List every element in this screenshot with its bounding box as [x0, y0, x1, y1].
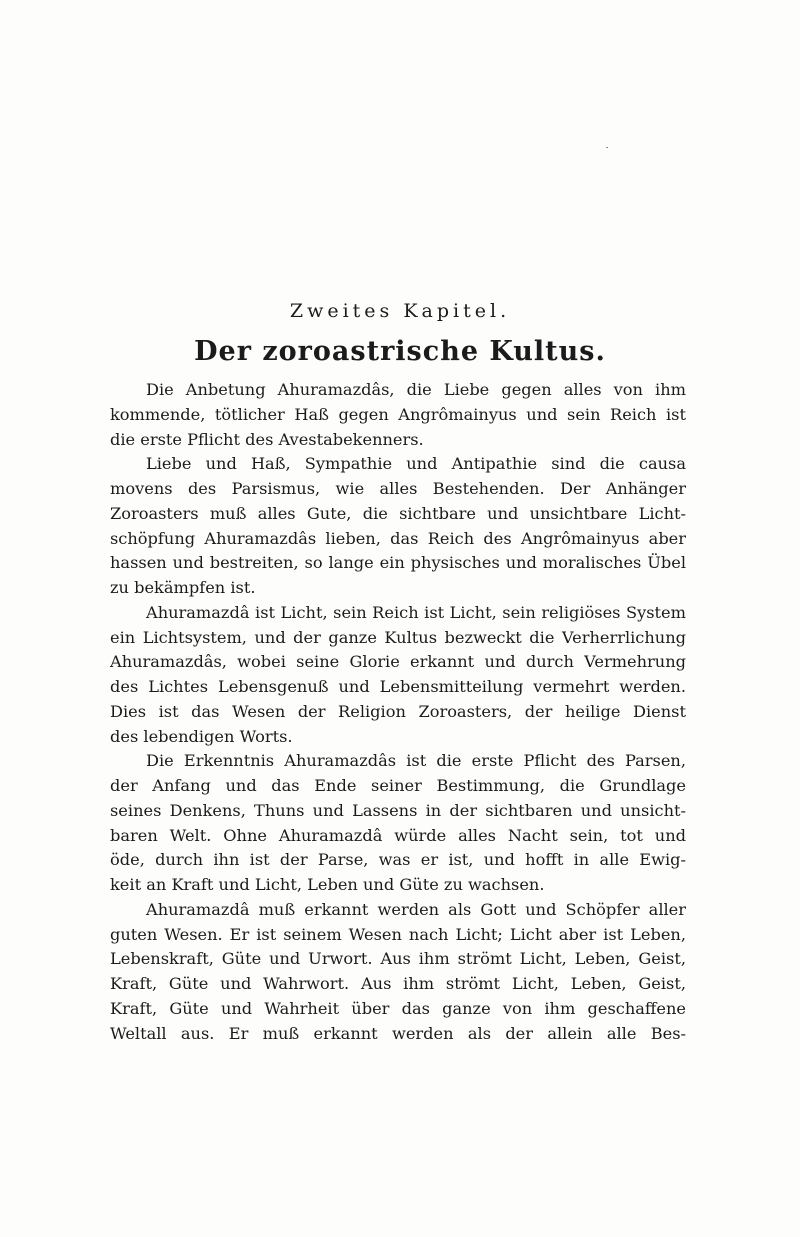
text-line: Ahuramazdâs, wobei seine Glorie erkannt und durch Vermehrung: [110, 652, 686, 672]
text-line: der Anfang und das Ende seiner Bestimmung, die Grundlage: [110, 776, 686, 795]
text-line: Weltall aus. Er muß erkannt werden als der allein alle Bes-: [110, 1023, 686, 1043]
text-line: seines Denkens, Thuns und Lassens in der sichtbaren und unsicht-: [110, 800, 686, 820]
text-line: Die Erkenntnis Ahuramazdâs ist die erste Pflicht des Parsen,: [146, 751, 686, 771]
paper-speck: [606, 147, 608, 148]
text-line: Lebenskraft, Güte und Urwort. Aus ihm strömt Licht, Leben, Geist,: [110, 949, 686, 969]
text-line: Ahuramazdâ ist Licht, sein Reich ist Licht, sein religiöses System: [146, 602, 686, 622]
text-line: öde, durch ihn ist der Parse, was er ist, und hofft in alle Ewig-: [110, 850, 686, 870]
text-line: guten Wesen. Er ist seinem Wesen nach Licht; Licht aber ist Leben,: [110, 924, 686, 944]
text-line: Kraft, Güte und Wahrheit über das ganze von ihm geschaffene: [110, 998, 686, 1018]
text-line: zu bekämpfen ist.: [110, 578, 256, 597]
text-line: Kraft, Güte und Wahrwort. Aus ihm strömt Licht, Leben, Geist,: [110, 974, 686, 993]
text-line: des lebendigen Worts.: [110, 726, 293, 746]
text-line: kommende, tötlicher Haß gegen Angrômainyus und sein Reich ist: [110, 404, 686, 424]
text-line: baren Welt. Ohne Ahuramazdâ würde alles Nacht sein, tot und: [110, 825, 686, 845]
chapter-label: Zweites Kapitel.: [289, 300, 511, 322]
text-line: Die Anbetung Ahuramazdâs, die Liebe gegen alles von ihm: [146, 380, 686, 399]
text-line: Ahuramazdâ muß erkannt werden als Gott und Schöpfer aller: [146, 899, 686, 919]
text-line: die erste Pflicht des Avestabekenners.: [110, 429, 424, 449]
text-line: Liebe und Haß, Sympathie und Antipathie sind die causa: [146, 454, 686, 474]
text-line: Zoroasters muß alles Gute, die sichtbare und unsichtbare Licht-: [110, 503, 686, 523]
text-line: des Lichtes Lebensgenuß und Lebensmitteilung vermehrt werden.: [110, 677, 686, 696]
text-line: movens des Parsismus, wie alles Bestehenden. Der Anhänger: [110, 479, 686, 498]
text-line: keit an Kraft und Licht, Leben und Güte zu wachsen.: [110, 875, 545, 894]
text-line: hassen und bestreiten, so lange ein physisches und moralisches Übel: [110, 553, 686, 573]
text-line: Dies ist das Wesen der Religion Zoroasters, der heilige Dienst: [110, 701, 686, 721]
text-line: schöpfung Ahuramazdâs lieben, das Reich des Angrômainyus aber: [110, 528, 686, 548]
body-text: [110, 378, 686, 1046]
chapter-title: Der zoroastrische Kultus.: [194, 336, 606, 367]
text-line: ein Lichtsystem, und der ganze Kultus bezweckt die Verherrlichung: [110, 627, 686, 647]
